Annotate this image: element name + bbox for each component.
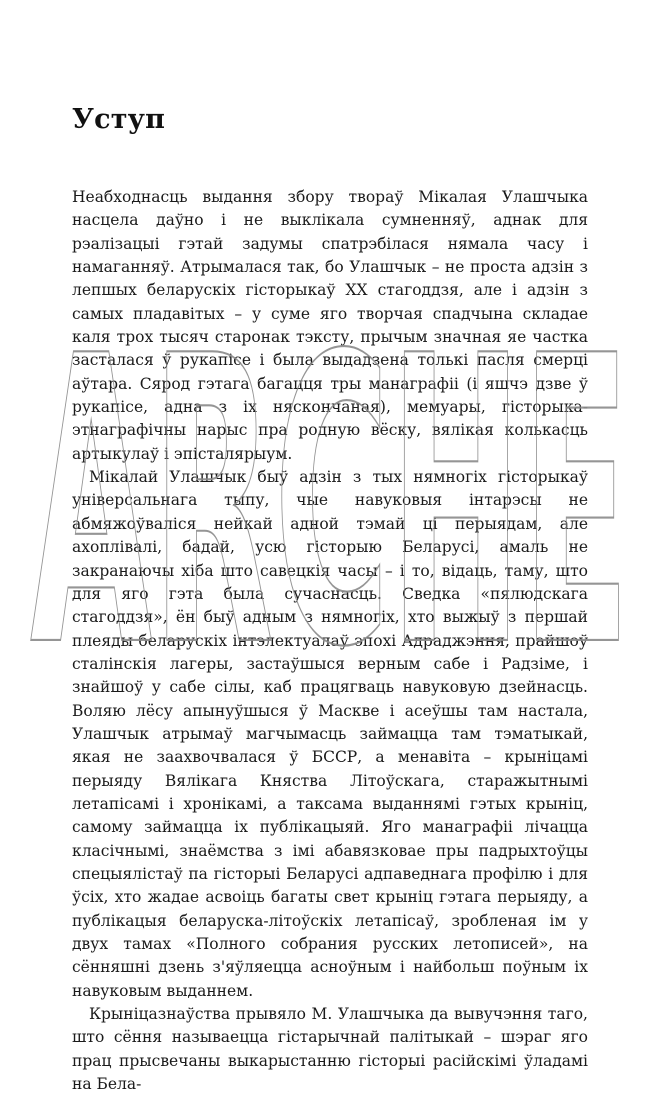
paragraph-2: Мікалай Улашчык быў адзін з тых нямногіх гісторыкаў універсальнага тыпу, чые навуковыя інтарэсы не абмяжоўваліся нейкай адной тэмай ці перыядам, але ахоплівалі, бадай, усю гісторыю Беларусі, амаль не закранаючы хіба што савецкія часы – і то, відаць, таму, што для яго гэта была сучаснасць. Сведка «пялюдскага стагоддзя», ён быў адным з нямногіх, хто выжыў з першай плеяды беларускіх інтэлектуалаў эпохі Адраджэння, прайшоў сталінскія лагеры, застаўшыся верным сабе і Радзіме, і знайшоў у сабе сілы, каб працягваць навуковую дзейнасць. Воляю лёсу апынуўшыся ў Маскве і асеўшы там настала, Улашчык атрымаў магчымасць займацца там тэматыкай, якая не заахвочвалася ў БССР, а менавіта – крыніцамі перыяду Вялікага Княства Літоўскага, старажытнымі летапісамі і хронікамі, а таксама выданнямі гэтых крыніц, самому займацца іх публікацыяй. Яго манаграфіі лічацца класічнымі, знаёмства з імі абавязковае пры падрыхтоўцы спецыялістаў па гісторыі Беларусі адпаведнага профілю і для ўсіх, хто жадае асвоіць багаты свет крыніц гэтага перыяду, а публікацыя беларуска-літоўскіх летапісаў, зробленая ім у двух тамах «Полного собрания русских летописей», на сённяшні дзень з'яўляецца асноўным і найбольш поўным іх навуковым выданнем. bbox=[72, 468, 588, 1000]
chapter-title: Уступ bbox=[72, 104, 166, 135]
svg-text:ARCHE: ARCHE bbox=[29, 272, 631, 734]
body-text bbox=[72, 186, 588, 1096]
paragraph-1: Неабходнасць выдання збору твораў Мікалая Улашчыка насцела даўно і не выклікала сумненняў, аднак для рэалізацыі гэтай задумы спатрэбілася нямала часу і намаганняў. Атрымалася так, бо Улашчык – не проста адзін з лепшых беларускіх гісторыкаў ХХ стагоддзя, але і адзін з самых пладавітых – у суме яго творчая спадчына складае каля трох тысяч старонак тэксту, прычым значная яе частка засталася ў рукапісе і была выдадзена толькі пасля смерці аўтара. Сярод гэтага багацця тры манаграфіі (і яшчэ дзве ў рукапісе, адна з іх няскончаная), мемуары, гісторыка-этнаграфічны нарыс пра родную вёску, вялікая колькасць артыкулаў і эпісталярыум. bbox=[72, 188, 588, 463]
paragraph-3: Крыніцазнаўства прывяло М. Улашчыка да вывучэння таго, што сёння называецца гістарычнай палітыкай – шэраг яго прац прысвечаны выкарыстанню гісторыі расійскімі ўладамі на Бела- bbox=[72, 1005, 588, 1094]
